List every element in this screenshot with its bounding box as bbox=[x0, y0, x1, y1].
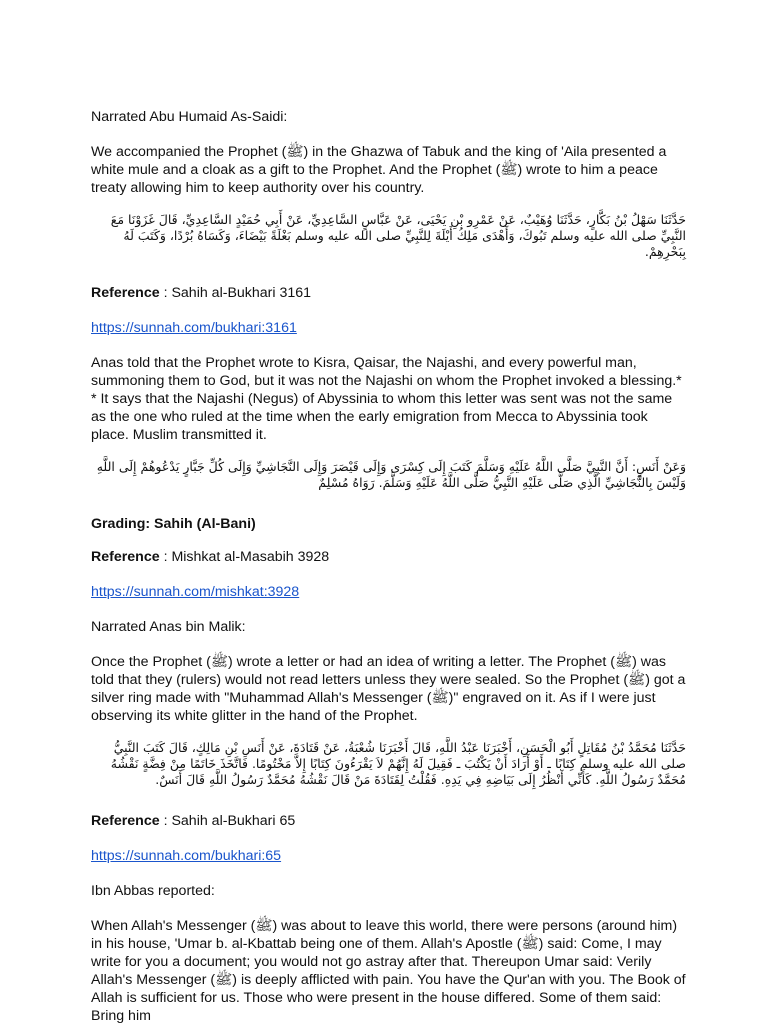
grading-line: Grading: Sahih (Al-Bani) bbox=[91, 516, 256, 532]
reference-value: : Sahih al-Bukhari 65 bbox=[159, 813, 296, 829]
hadith-arabic-text: وَعَنْ أَنَسٍ: أَنَّ النَّبِيَّ صَلَّى اللَّهُ عَلَيْهِ وَسَلَّمَ كَتَبَ إِلَى كِسْرَى وَإِلَى قَيْصَرَ وَإِلَى النَّجَاشِيِّ وَإِلَى كُلِّ جَبَّارٍ يَدْعُوهُمْ إِلَى اللَّهِ وَلَيْسَ بِالنَّجَاشِيِّ الَّذِي صَلَّى عَلَيْهِ النَّبِيُّ صَلَّى اللَّهُ عَلَيْهِ وَسَلَّمَ. رَوَاهُ مُسْلِمٌ bbox=[96, 459, 686, 490]
narrator-heading: Narrated Abu Humaid As-Saidi: bbox=[91, 109, 288, 125]
reference-line bbox=[91, 812, 686, 830]
hadith-english-text: Anas told that the Prophet wrote to Kisra, Qaisar, the Najashi, and every powerful man, summoning them to God, but it was not the Najashi on whom the Prophet invoked a blessing.* * It says that the Najashi (Negus) of Abyssinia to whom this letter was sent was not the same as the one who ruled at the time when the early emigration from Mecca to Abyssinia took place. Muslim transmitted it. bbox=[91, 355, 682, 443]
reference-label: Reference bbox=[91, 285, 160, 301]
hadith-english-text: Once the Prophet (ﷺ) wrote a letter or had an idea of writing a letter. The Prophet (ﷺ) was told that they (rulers) would not read letters unless they were sealed. So the Prophet (ﷺ) got a silver ring made with "Muhammad Allah's Messenger (ﷺ)" engraved on it. As if I were just observing its white glitter in the hand of the Prophet. bbox=[91, 654, 686, 724]
reference-line bbox=[91, 284, 686, 302]
narrator-heading: Ibn Abbas reported: bbox=[91, 883, 215, 899]
narrator-heading: Narrated Anas bin Malik: bbox=[91, 619, 246, 635]
hadith-arabic-text: حَدَّثَنَا سَهْلُ بْنُ بَكَّارٍ، حَدَّثَنَا وُهَيْبٌ، عَنْ عَمْرِو بْنِ يَحْيَى، عَنْ عَبَّاسٍ السَّاعِدِيِّ، عَنْ أَبِي حُمَيْدٍ السَّاعِدِيِّ، قَالَ غَزَوْنَا مَعَ النَّبِيِّ صلى الله عليه وسلم تَبُوكَ، وَأَهْدَى مَلِكُ أَيْلَةَ لِلنَّبِيِّ صلى الله عليه وسلم بَغْلَةً بَيْضَاءَ، وَكَسَاهُ بُرْدًا، وَكَتَبَ لَهُ بِبَحْرِهِمْ. bbox=[110, 212, 686, 259]
sunnah-link[interactable]: https://sunnah.com/mishkat:3928 bbox=[91, 584, 300, 600]
hadith-english-text: We accompanied the Prophet (ﷺ) in the Ghazwa of Tabuk and the king of 'Aila presented a white mule and a cloak as a gift to the Prophet. And the Prophet (ﷺ) wrote to him a peace treaty allowing him to keep authority over his country. bbox=[91, 144, 667, 196]
reference-value: : Sahih al-Bukhari 3161 bbox=[159, 285, 312, 301]
reference-value: : Mishkat al-Masabih 3928 bbox=[159, 549, 330, 565]
reference-label: Reference bbox=[91, 549, 160, 565]
reference-label: Reference bbox=[91, 813, 160, 829]
sunnah-link[interactable]: https://sunnah.com/bukhari:65 bbox=[91, 848, 282, 864]
hadith-arabic-text: حَدَّثَنَا مُحَمَّدُ بْنُ مُقَاتِلٍ أَبُو الْحَسَنِ، أَخْبَرَنَا عَبْدُ اللَّهِ، قَالَ أَخْبَرَنَا شُعْبَةُ، عَنْ قَتَادَةَ، عَنْ أَنَسِ بْنِ مَالِكٍ، قَالَ كَتَبَ النَّبِيُّ صلى الله عليه وسلم كِتَابًا ـ أَوْ أَرَادَ أَنْ يَكْتُبَ ـ فَقِيلَ لَهُ إِنَّهُمْ لاَ يَقْرَءُونَ كِتَابًا إِلاَّ مَخْتُومًا‏.‏ فَاتَّخَذَ خَاتَمًا مِنْ فِضَّةٍ نَقْشُهُ مُحَمَّدٌ رَسُولُ اللَّهِ‏.‏ كَأَنِّي أَنْظُرُ إِلَى بَيَاضِهِ فِي يَدِهِ‏.‏ فَقُلْتُ لِقَتَادَةَ مَنْ قَالَ نَقْشُهُ مُحَمَّدٌ رَسُولُ اللَّهِ قَالَ أَنَسٌ‏.‏ bbox=[110, 740, 686, 787]
reference-line bbox=[91, 548, 686, 566]
sunnah-link[interactable]: https://sunnah.com/bukhari:3161 bbox=[91, 320, 297, 336]
hadith-english-text: When Allah's Messenger (ﷺ) was about to leave this world, there were persons (around him) in his house, 'Umar b. al-Kbattab being one of them. Allah's Apostle (ﷺ) said: Come, I may write for you a document; you would not go astray after that. Thereupon Umar said: Verily Allah's Messenger (ﷺ) is deeply afflicted with pain. You have the Qur'an with you. The Book of Allah is sufficient for us. Those who were present in the house differed. Some of them said: Bring him bbox=[91, 918, 686, 1024]
